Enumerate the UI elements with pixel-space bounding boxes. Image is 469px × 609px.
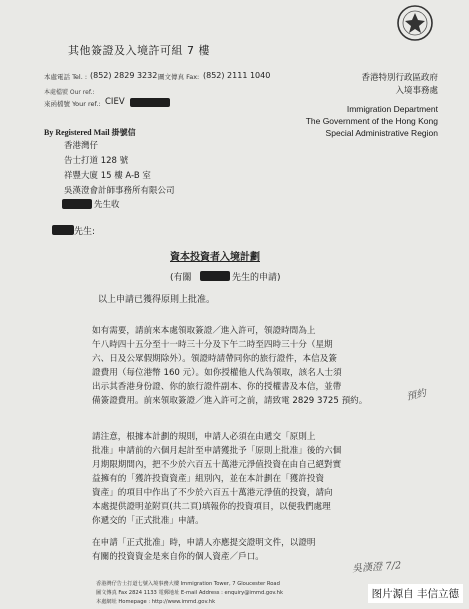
address-line-4: 吳漢澄會計師事務所有限公司 [64, 186, 175, 196]
para2-line: 本處提供證明並附頁(共二頁)填報你的投資項目，以便我們處理 [92, 502, 331, 512]
address-line-2: 告士打道 128 號 [64, 156, 129, 166]
margin-handwriting: 預約 [405, 387, 428, 403]
para2-line: 資產」的項目中作出了不少於六百五十萬港元淨值的投資，請向 [92, 488, 333, 498]
redaction-bar [52, 225, 74, 235]
redaction-bar [200, 271, 230, 281]
para3-line: 有關的投資資金是來自你的個人資產／戶口。 [92, 552, 264, 562]
footer-line-3: 本處網址 Homepage : http://www.immd.gov.hk [96, 599, 216, 605]
address-line-1: 香港灣仔 [64, 141, 99, 151]
para1-line: 備簽證費用。前來領取簽證／進入許可之前，請致電 2829 3725 預約。 [92, 396, 368, 406]
address-line-3: 祥豐大廈 15 樓 A-B 室 [64, 171, 151, 181]
para2-line: 請注意，根據本計劃的規則，申請人必須在由遞交「原則上 [92, 432, 316, 442]
letter-title: 資本投資者入境計劃 [170, 252, 260, 263]
para2-line: 月期限期間內，把不少於六百五十萬港元淨值投資在由自己絕對實 [92, 460, 342, 470]
fax-label: 圖文傳真 Fax: [158, 73, 200, 81]
address-line-5: 先生收 [94, 200, 120, 210]
para1-line: 出示其香港身份證、你的旅行證件副本、你的授權書及本信，並帶 [92, 382, 342, 392]
tel-label: 本處電話 Tel. : [44, 73, 88, 81]
para1-line: 證費用（每位港幣 160 元）。如你授權他人代為領取，該名人士須 [92, 368, 342, 378]
approval-line: 以上申請已獲得原則上批准。 [98, 295, 216, 305]
section-title: 其他簽證及入境許可組 7 樓 [68, 44, 210, 57]
source-caption: 图片源自 丰信立德 [368, 584, 463, 603]
footer-line-1: 香港灣仔告士打道七號入境事務大樓 Immigration Tower, 7 Gloucester Road [96, 581, 280, 587]
para2-line: 批准」申請前的六個月起計至申請獲批予「原則上批准」後的六個 [92, 446, 342, 456]
para2-line: 你遞交的「正式批准」申請。 [92, 516, 204, 526]
signature-handwriting: 吳漢澄 7/2 [351, 560, 402, 575]
salutation: 先生: [74, 227, 96, 237]
dept-name-en-2: The Government of the Hong Kong [305, 116, 438, 126]
fax-number: (852) 2111 1040 [203, 71, 271, 80]
para1-line: 六、日及公眾假期除外）。領證時請帶同你的旅行證件，本信及簽 [92, 354, 337, 364]
registered-mail-line: By Registered Mail 掛號信 [44, 128, 136, 137]
para3-line: 在申請「正式批准」時，申請人亦應提交證明文件，以證明 [92, 538, 316, 548]
hksar-emblem-icon [395, 4, 435, 42]
your-ref-label: 來函檔號 Your ref.: [44, 100, 101, 108]
dept-name-en-1: Immigration Department [346, 104, 438, 114]
para1-line: 午八時四十五分至十一時三十分及下午二時至四時三十分（星期 [92, 340, 333, 350]
case-line-end: 先生的申請) [232, 273, 281, 283]
dept-name-en-3: Special Administrative Region [325, 128, 438, 138]
para1-line: 如有需要，請前來本處領取簽證／進入許可，領證時間為上 [92, 326, 316, 336]
tel-number: (852) 2829 3232 [90, 71, 158, 80]
our-ref-label: 本處檔號 Our ref.: [44, 89, 95, 96]
dept-name-zh: 香港特別行政區政府 [361, 72, 438, 82]
case-line-start: (有關 [170, 273, 192, 283]
dept-name-zh-2: 入境事務處 [395, 85, 438, 95]
footer-line-2: 圖文傳真 Fax 2824 1133 電郵地址 E-mail Address : enquiry@immd.gov.hk [96, 590, 283, 596]
redaction-bar [62, 199, 92, 209]
para2-line: 益擁有的「獲許投資資產」組別內，並在本計劃在「獲許投資 [92, 474, 325, 484]
redaction-bar [130, 98, 170, 107]
your-ref-value: CIEV [105, 97, 125, 107]
